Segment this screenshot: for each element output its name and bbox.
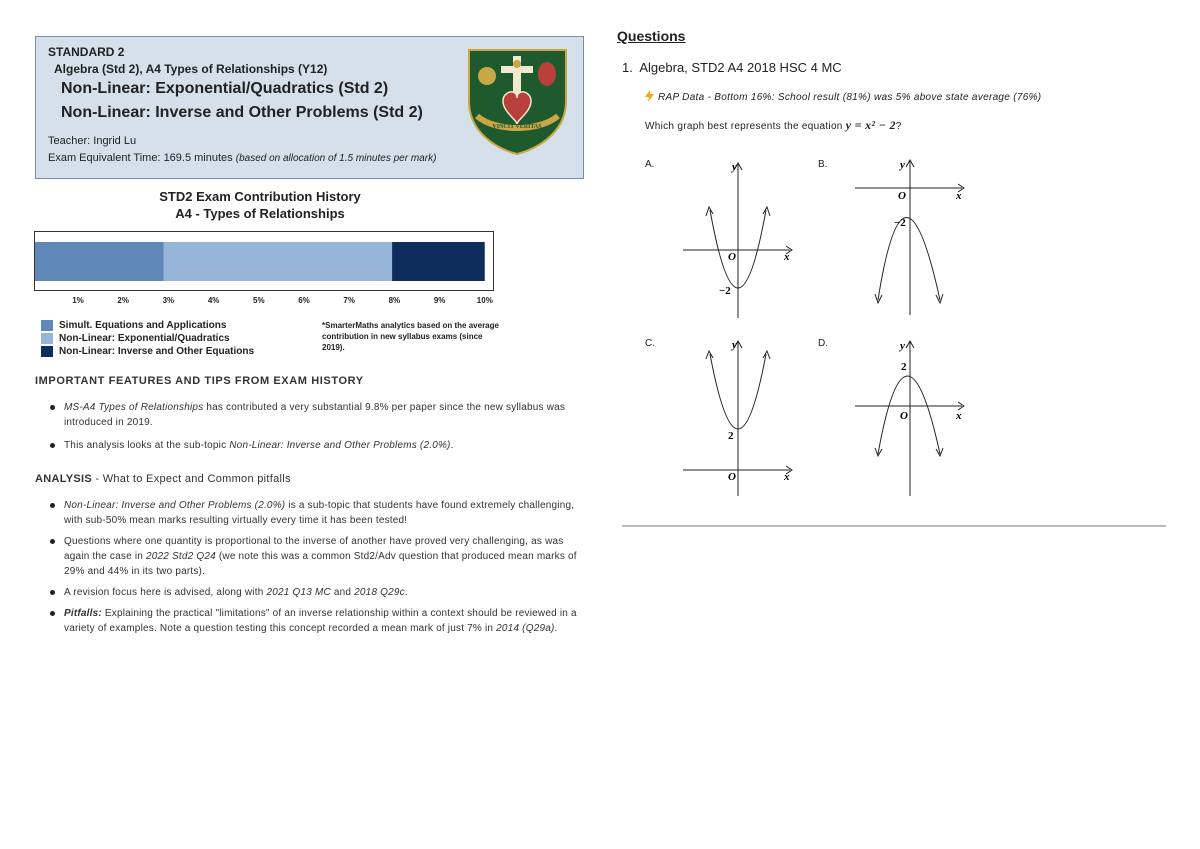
equation: y = x² − 2 <box>845 118 896 132</box>
question-1-title <box>622 60 842 75</box>
list-item-text: A revision focus here is advised, along with <box>64 587 267 598</box>
topic-label: Algebra (Std 2), A4 Types of Relationships (Y12) <box>54 62 328 76</box>
chart-title: STD2 Exam Contribution History <box>159 189 361 204</box>
list-item-italic: Non-Linear: Inverse and Other Problems (2.0%) <box>64 500 286 511</box>
list-item-text: is a sub-topic that students have found extremely challenging, with sub-50% mean marks resulting virtually every time it has been tested! <box>64 500 575 526</box>
legend-item-exponential <box>41 332 254 345</box>
list-item-text: This analysis looks at the sub-topic <box>64 440 230 451</box>
chart-note: *SmarterMaths analytics based on the average contribution in new syllabus exams (since 2019). <box>322 321 499 352</box>
x-tick-label: 1% <box>72 296 84 305</box>
option-b-label: B. <box>818 159 828 170</box>
x-tick-label: 3% <box>162 296 175 305</box>
x-tick-label: 6% <box>298 296 310 305</box>
prompt-text: ? <box>895 121 902 132</box>
list-item-italic: 2022 Std2 Q24 <box>146 551 216 562</box>
teacher-label: Teacher: <box>48 135 91 147</box>
x-tick-label: 7% <box>343 296 355 305</box>
option-c-label: C. <box>645 338 655 349</box>
option-d-label: D. <box>818 338 828 349</box>
list-item <box>64 534 584 579</box>
x-axis-label: x <box>956 410 962 422</box>
list-item <box>64 400 584 430</box>
y-axis-label: y <box>900 340 905 352</box>
y-intercept-label: −2 <box>894 217 906 229</box>
crest-motto: VINCIT VERITAS <box>492 124 542 130</box>
y-axis-label: y <box>732 339 737 351</box>
option-c-graph[interactable] <box>678 336 798 501</box>
legend-swatch <box>41 333 53 344</box>
list-item-text: Explaining the practical "limitations" of an inverse relationship within a context should be reviewed in a variety of examples. Note a question testing this concept recorded a mean mark of just 7% in <box>64 608 577 634</box>
questions-heading: Questions <box>617 28 686 44</box>
x-axis-label: x <box>956 190 962 202</box>
chart-legend <box>41 319 254 358</box>
x-axis-label: x <box>784 471 790 483</box>
list-item <box>64 606 584 636</box>
rap-text: RAP Data - Bottom 16%: School result (81%) was 5% above state average (76%) <box>658 92 1042 103</box>
list-item <box>64 585 584 600</box>
teacher-name: Ingrid Lu <box>93 135 137 147</box>
y-axis-label: y <box>732 161 737 173</box>
list-item-italic: 2014 (Q29a) <box>496 623 555 634</box>
list-item-italic: MS-A4 Types of Relationships <box>64 402 204 413</box>
section-divider <box>622 525 1166 527</box>
legend-item-simult <box>41 319 254 332</box>
question-number: 1. <box>622 60 633 75</box>
x-tick-label: 2% <box>117 296 129 305</box>
legend-label: Non-Linear: Inverse and Other Equations <box>59 346 255 357</box>
list-item-italic: 2021 Q13 MC <box>266 587 331 598</box>
option-b-graph[interactable] <box>850 155 970 320</box>
x-tick-label: 9% <box>433 296 446 305</box>
y-intercept-label: −2 <box>719 285 731 297</box>
y-intercept-label: 2 <box>901 361 907 373</box>
legend-swatch <box>41 320 53 331</box>
x-tick-label: 5% <box>253 296 265 305</box>
rap-data <box>645 90 1041 103</box>
list-item-text: (we note this was a common Std2/Adv question that produced mean marks of 29% and 44% in its two parts). <box>64 551 577 577</box>
exam-time-note: (based on allocation of 1.5 minutes per mark) <box>235 153 437 164</box>
x-tick-label: 10% <box>476 296 493 305</box>
list-item-italic: Non-Linear: Inverse and Other Problems (2.0%) <box>229 440 451 451</box>
analysis-list <box>64 498 584 636</box>
list-item <box>64 498 584 528</box>
analysis-heading-bold: ANALYSIS <box>35 473 93 485</box>
features-heading: IMPORTANT FEATURES AND TIPS FROM EXAM HISTORY <box>35 375 364 387</box>
exam-time-value: 169.5 minutes <box>163 152 233 164</box>
legend-label: Simult. Equations and Applications <box>59 320 227 331</box>
exam-time-line <box>48 152 436 164</box>
contribution-chart <box>34 231 494 291</box>
list-item <box>64 438 584 453</box>
prompt-text: Which graph best represents the equation <box>645 121 846 132</box>
pitfalls-label: Pitfalls: <box>64 608 102 619</box>
list-item-text: Questions where one quantity is proportional to the inverse of another have proved very challenging, as was again the case in <box>64 536 564 562</box>
list-item-text: . <box>404 587 408 598</box>
legend-label: Non-Linear: Exponential/Quadratics <box>59 333 230 344</box>
chart-subtitle: A4 - Types of Relationships <box>175 206 345 221</box>
list-item-italic: 2018 Q29c <box>354 587 405 598</box>
chart-bar-segment <box>392 242 485 281</box>
x-tick-label: 4% <box>207 296 220 305</box>
standard-label: STANDARD 2 <box>48 45 125 59</box>
legend-item-inverse <box>41 345 254 358</box>
option-a-graph[interactable] <box>678 158 798 323</box>
teacher-line <box>48 135 136 147</box>
origin-label: O <box>728 471 736 483</box>
option-d-graph[interactable] <box>850 336 970 501</box>
y-axis-label: y <box>900 159 905 171</box>
list-item-text: . <box>450 440 454 451</box>
legend-swatch <box>41 346 53 357</box>
x-axis-label: x <box>784 251 790 263</box>
analysis-heading <box>35 473 291 485</box>
title-exponential: Non-Linear: Exponential/Quadratics (Std 2) <box>61 80 389 97</box>
chart-bar-segment <box>164 242 392 281</box>
analysis-heading-rest: - What to Expect and Common pitfalls <box>92 473 291 485</box>
title-inverse: Non-Linear: Inverse and Other Problems (Std 2) <box>61 104 423 121</box>
features-list <box>64 400 584 453</box>
lightning-icon <box>645 90 654 102</box>
x-tick-label: 8% <box>388 296 401 305</box>
school-crest-logo <box>465 46 570 156</box>
list-item-text: and <box>330 587 355 598</box>
chart-bar-segment <box>35 242 164 281</box>
exam-time-label: Exam Equivalent Time: <box>48 152 161 164</box>
option-a-label: A. <box>645 159 655 170</box>
origin-label: O <box>900 410 908 422</box>
y-intercept-label: 2 <box>728 430 734 442</box>
origin-label: O <box>898 190 906 202</box>
origin-label: O <box>728 251 736 263</box>
question-prompt <box>645 118 902 133</box>
question-title-text: Algebra, STD2 A4 2018 HSC 4 MC <box>639 60 842 75</box>
list-item-text: . <box>554 623 558 634</box>
list-item-text: has contributed a very substantial 9.8% per paper since the new syllabus was introduced in 2019. <box>64 402 566 428</box>
